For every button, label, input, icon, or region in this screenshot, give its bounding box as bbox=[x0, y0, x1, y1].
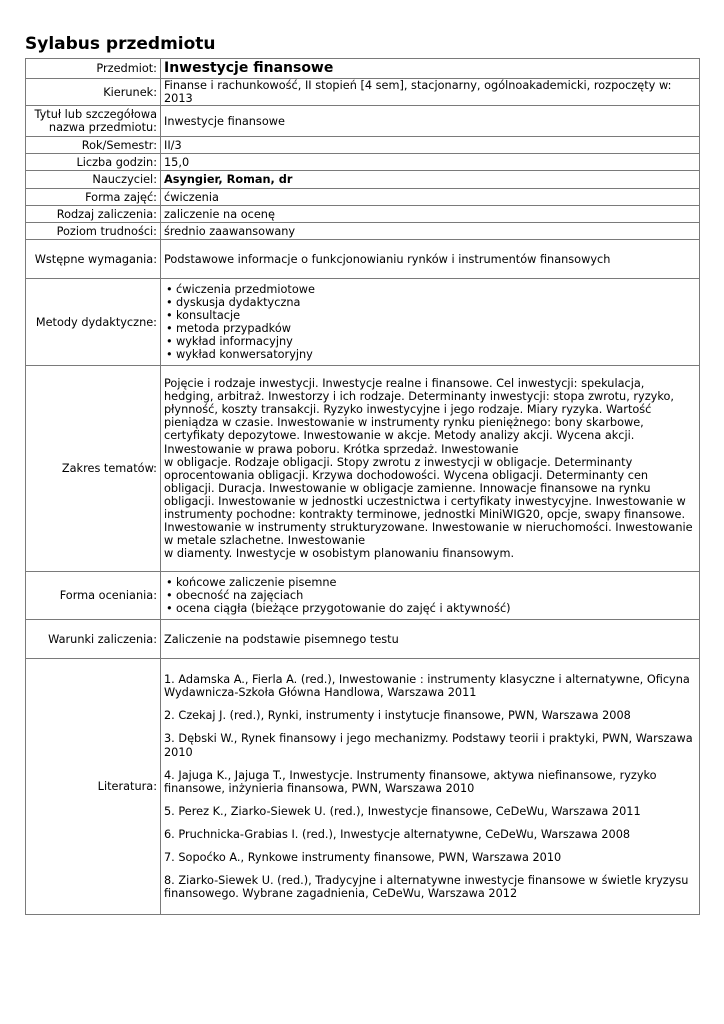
row-zakres bbox=[26, 366, 700, 572]
ocenianie-list bbox=[164, 576, 696, 615]
row-wymagania bbox=[26, 240, 700, 279]
label-metody: Metody dydaktyczne: bbox=[26, 279, 161, 366]
label-forma-zajec: Forma zajęć: bbox=[26, 189, 161, 206]
row-przedmiot bbox=[26, 59, 700, 79]
value-wymagania: Podstawowe informacje o funkcjonowianiu rynków i instrumentów finansowych bbox=[161, 240, 700, 279]
literature-item: 5. Perez K., Ziarko-Siewek U. (red.), Inwestycje finansowe, CeDeWu, Warszawa 2011 bbox=[164, 804, 641, 818]
label-wymagania: Wstępne wymagania: bbox=[26, 240, 161, 279]
list-item: • metoda przypadków bbox=[164, 322, 696, 335]
page-title: Sylabus przedmiotu bbox=[25, 34, 216, 54]
value-poziom: średnio zaawansowany bbox=[161, 223, 700, 240]
value-warunki: Zaliczenie na podstawie pisemnego testu bbox=[161, 620, 700, 659]
value-literatura bbox=[161, 659, 700, 915]
label-poziom: Poziom trudności: bbox=[26, 223, 161, 240]
literature-item: 7. Sopoćko A., Rynkowe instrumenty finansowe, PWN, Warszawa 2010 bbox=[164, 850, 562, 864]
list-item: • konsultacje bbox=[164, 309, 696, 322]
list-item: • obecność na zajęciach bbox=[164, 589, 696, 602]
zakres-paragraph-1: Pojęcie i rodzaje inwestycji. Inwestycje realne i finansowe. Cel inwestycji: spekulacja, hedging, arbitraż. Inwestorzy i ich rodzaje. Determinanty inwestycji: stopa zwrotu, ryzyko, płynność, koszty transakcji. Ryzyko inwestycyjne i jego rodzaje. Miary ryzyka. Wartość pieniądza w czasie. Inwestowanie w instrumenty rynku pieniężnego: bony skarbowe, certyfikaty depozytowe. Inwestowanie w akcje. Metody analizy akcji. Wycena akcji. Inwestowanie w prawa poboru. Krótka sprzedaż. Inwestowanie bbox=[164, 377, 674, 456]
label-forma-oceniania: Forma oceniania: bbox=[26, 572, 161, 620]
row-tytul bbox=[26, 106, 700, 137]
value-tytul: Inwestycje finansowe bbox=[161, 106, 700, 137]
label-literatura: Literatura: bbox=[26, 659, 161, 915]
label-rok: Rok/Semestr: bbox=[26, 137, 161, 154]
row-poziom bbox=[26, 223, 700, 240]
value-godziny: 15,0 bbox=[161, 154, 700, 171]
row-nauczyciel bbox=[26, 171, 700, 189]
value-rodzaj-zaliczenia: zaliczenie na ocenę bbox=[161, 206, 700, 223]
row-metody bbox=[26, 279, 700, 366]
value-zakres bbox=[161, 366, 700, 572]
label-przedmiot: Przedmiot: bbox=[26, 59, 161, 79]
value-nauczyciel: Asyngier, Roman, dr bbox=[161, 171, 700, 189]
value-metody bbox=[161, 279, 700, 366]
list-item: • końcowe zaliczenie pisemne bbox=[164, 576, 696, 589]
label-godziny: Liczba godzin: bbox=[26, 154, 161, 171]
value-przedmiot: Inwestycje finansowe bbox=[161, 59, 700, 79]
list-item: • wykład informacyjny bbox=[164, 335, 696, 348]
list-item: • wykład konwersatoryjny bbox=[164, 348, 696, 361]
literature-item: 6. Pruchnicka-Grabias I. (red.), Inwestycje alternatywne, CeDeWu, Warszawa 2008 bbox=[164, 827, 631, 841]
literature-item: 2. Czekaj J. (red.), Rynki, instrumenty i instytucje finansowe, PWN, Warszawa 2008 bbox=[164, 709, 631, 723]
label-tytul: Tytuł lub szczegółowa nazwa przedmiotu: bbox=[26, 106, 161, 137]
label-rodzaj-zaliczenia: Rodzaj zaliczenia: bbox=[26, 206, 161, 223]
value-forma-oceniania bbox=[161, 572, 700, 620]
row-literatura bbox=[26, 659, 700, 915]
value-kierunek: Finanse i rachunkowość, II stopień [4 sem], stacjonarny, ogólnoakademicki, rozpoczęty w: 2013 bbox=[161, 79, 700, 106]
list-item: • ocena ciągła (bieżące przygotowanie do zajęć i aktywność) bbox=[164, 602, 696, 615]
label-nauczyciel: Nauczyciel: bbox=[26, 171, 161, 189]
row-rodzaj-zaliczenia bbox=[26, 206, 700, 223]
row-forma-oceniania bbox=[26, 572, 700, 620]
row-rok bbox=[26, 137, 700, 154]
zakres-paragraph-2: w obligacje. Rodzaje obligacji. Stopy zwrotu z inwestycji w obligacje. Determinanty oprocentowania obligacji. Krzywa dochodowości. Wycena obligacji. Determinanty cen obligacji. Duracja. Inwestowanie w obligacje zamienne. Innowacje finansowe na rynku obligacji. Inwestowanie w jednostki uczestnictwa i certyfikaty inwestycyjne. Inwestowanie w instrumenty pochodne: kontrakty terminowe, jednostki MiniWIG20, opcje, swapy finansowe. Inwestowanie w instrumenty strukturyzowane. Inwestowanie w nieruchomości. Inwestowanie w metale szlachetne. Inwestowanie bbox=[164, 455, 693, 548]
row-forma-zajec bbox=[26, 189, 700, 206]
literature-item: 1. Adamska A., Fierla A. (red.), Inwestowanie : instrumenty klasyczne i alternatywne, Oficyna Wydawnicza-Szkoła Główna Handlowa, Warszawa 2011 bbox=[164, 673, 690, 700]
zakres-paragraph-3: w diamenty. Inwestycje w osobistym planowaniu finansowym. bbox=[164, 547, 515, 561]
syllabus-table bbox=[25, 58, 700, 915]
list-item: • dyskusja dydaktyczna bbox=[164, 296, 696, 309]
label-zakres: Zakres tematów: bbox=[26, 366, 161, 572]
label-warunki: Warunki zaliczenia: bbox=[26, 620, 161, 659]
list-item: • ćwiczenia przedmiotowe bbox=[164, 283, 696, 296]
row-kierunek bbox=[26, 79, 700, 106]
literature-item: 8. Ziarko-Siewek U. (red.), Tradycyjne i alternatywne inwestycje finansowe w świetle kryzysu finansowego. Wybrane zagadnienia, CeDeWu, Warszawa 2012 bbox=[164, 874, 689, 901]
label-kierunek: Kierunek: bbox=[26, 79, 161, 106]
value-rok: II/3 bbox=[161, 137, 700, 154]
row-warunki bbox=[26, 620, 700, 659]
value-forma-zajec: ćwiczenia bbox=[161, 189, 700, 206]
literature-item: 4. Jajuga K., Jajuga T., Inwestycje. Instrumenty finansowe, aktywa niefinansowe, ryzyko finansowe, inżynieria finansowa, PWN, Warszawa 2010 bbox=[164, 768, 657, 795]
literature-item: 3. Dębski W., Rynek finansowy i jego mechanizmy. Podstawy teorii i praktyki, PWN, Warszawa 2010 bbox=[164, 732, 693, 759]
row-godziny bbox=[26, 154, 700, 171]
metody-list bbox=[164, 283, 696, 362]
